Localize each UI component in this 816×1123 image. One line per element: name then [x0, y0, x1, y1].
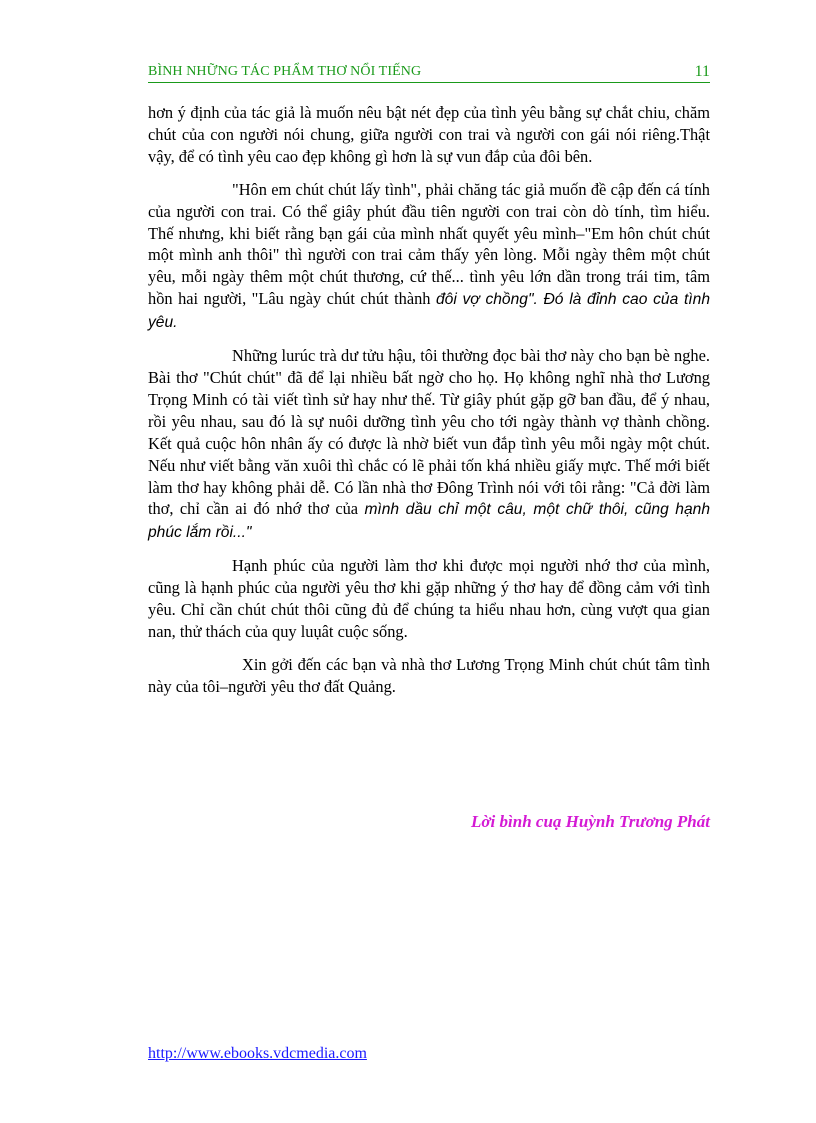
footer-url-link[interactable]: http://www.ebooks.vdcmedia.com [148, 1045, 367, 1062]
paragraph-3-text: Những lurúc trà dư tửu hậu, tôi thường đọc bài thơ này cho bạn bè nghe. Bài thơ "Chút chút" đã để lại nhiều bất ngờ cho họ. Họ không nghĩ nhà thơ Lương Trọng Minh có tài viết tình sử hay như thế. Từ giây phút gặp gỡ ban đầu, để ý nhau, rồi yêu nhau, sau đó là sự nuôi dưỡng tình yêu cho tới ngày thành vợ thành chồng. Kết quả cuộc hôn nhân ấy có được là nhờ biết vun đắp tình yêu mỗi ngày một chút. Nếu như viết bằng văn xuôi thì chắc có lẽ phải tốn khá nhiều giấy mực. Thế mới biết làm thơ hay không phải dễ. Có lần nhà thơ Đông Trình nói với tôi rằng: "Cả đời làm thơ, chỉ cần ai đó nhớ thơ của [148, 346, 710, 519]
paragraph-2 [148, 179, 710, 334]
page-number: 11 [694, 63, 710, 80]
paragraph-5: Xin gởi đến các bạn và nhà thơ Lương Trọng Minh chút chút tâm tình này của tôi–người yêu thơ đất Quảng. [148, 654, 710, 696]
page-header [148, 60, 710, 83]
author-signature: Lời bình cuạ Huỳnh Trương Phát [471, 812, 710, 831]
paragraph-3 [148, 345, 710, 544]
paragraph-2-text: "Hôn em chút chút lấy tình", phải chăng tác giả muốn đề cập đến cá tính của người con trai. Có thể giây phút đầu tiên người con trai còn dò tính, tìm hiểu. Thế nhưng, khi biết rằng bạn gái của mình nhất quyết yêu mình–"Em hôn chút chút một mình anh thôi" thì người con trai cảm thấy yên lòng. Mỗi ngày thêm một chút yêu, mỗi ngày thêm một chút thương, cứ thế... tình yêu lớn dần trong trái tim, tâm hồn hai người, "Lâu ngày chút chút thành [148, 179, 710, 309]
book-title: BÌNH NHỮNG TÁC PHẨM THƠ NỔI TIẾNG [148, 64, 422, 79]
body-text [148, 102, 710, 708]
paragraph-3-italic: mình dầu chỉ một câu, một chữ thôi, cũng hạnh phúc lắm rồi..." [148, 501, 711, 542]
paragraph-4: Hạnh phúc của người làm thơ khi được mọi người nhớ thơ của mình, cũng là hạnh phúc của người yêu thơ khi gặp những ý thơ hay để đồng cảm với tình yêu. Chỉ cần chút chút thôi cũng đủ để chúng ta hiểu nhau hơn, cùng vượt qua gian nan, thử thách của quy luụât cuộc sống. [148, 556, 710, 641]
paragraph-1: hơn ý định của tác giả là muốn nêu bật nét đẹp của tình yêu bằng sự chắt chiu, chăm chút của con người nói chung, giữa người con trai và người con gái nói riêng.Thật vậy, để có tình yêu cao đẹp không gì hơn là sự vun đắp của đôi bên. [148, 103, 710, 166]
paragraph-2-italic: đôi vợ chồng". Đó là đỉnh cao của tình yêu. [148, 291, 710, 332]
